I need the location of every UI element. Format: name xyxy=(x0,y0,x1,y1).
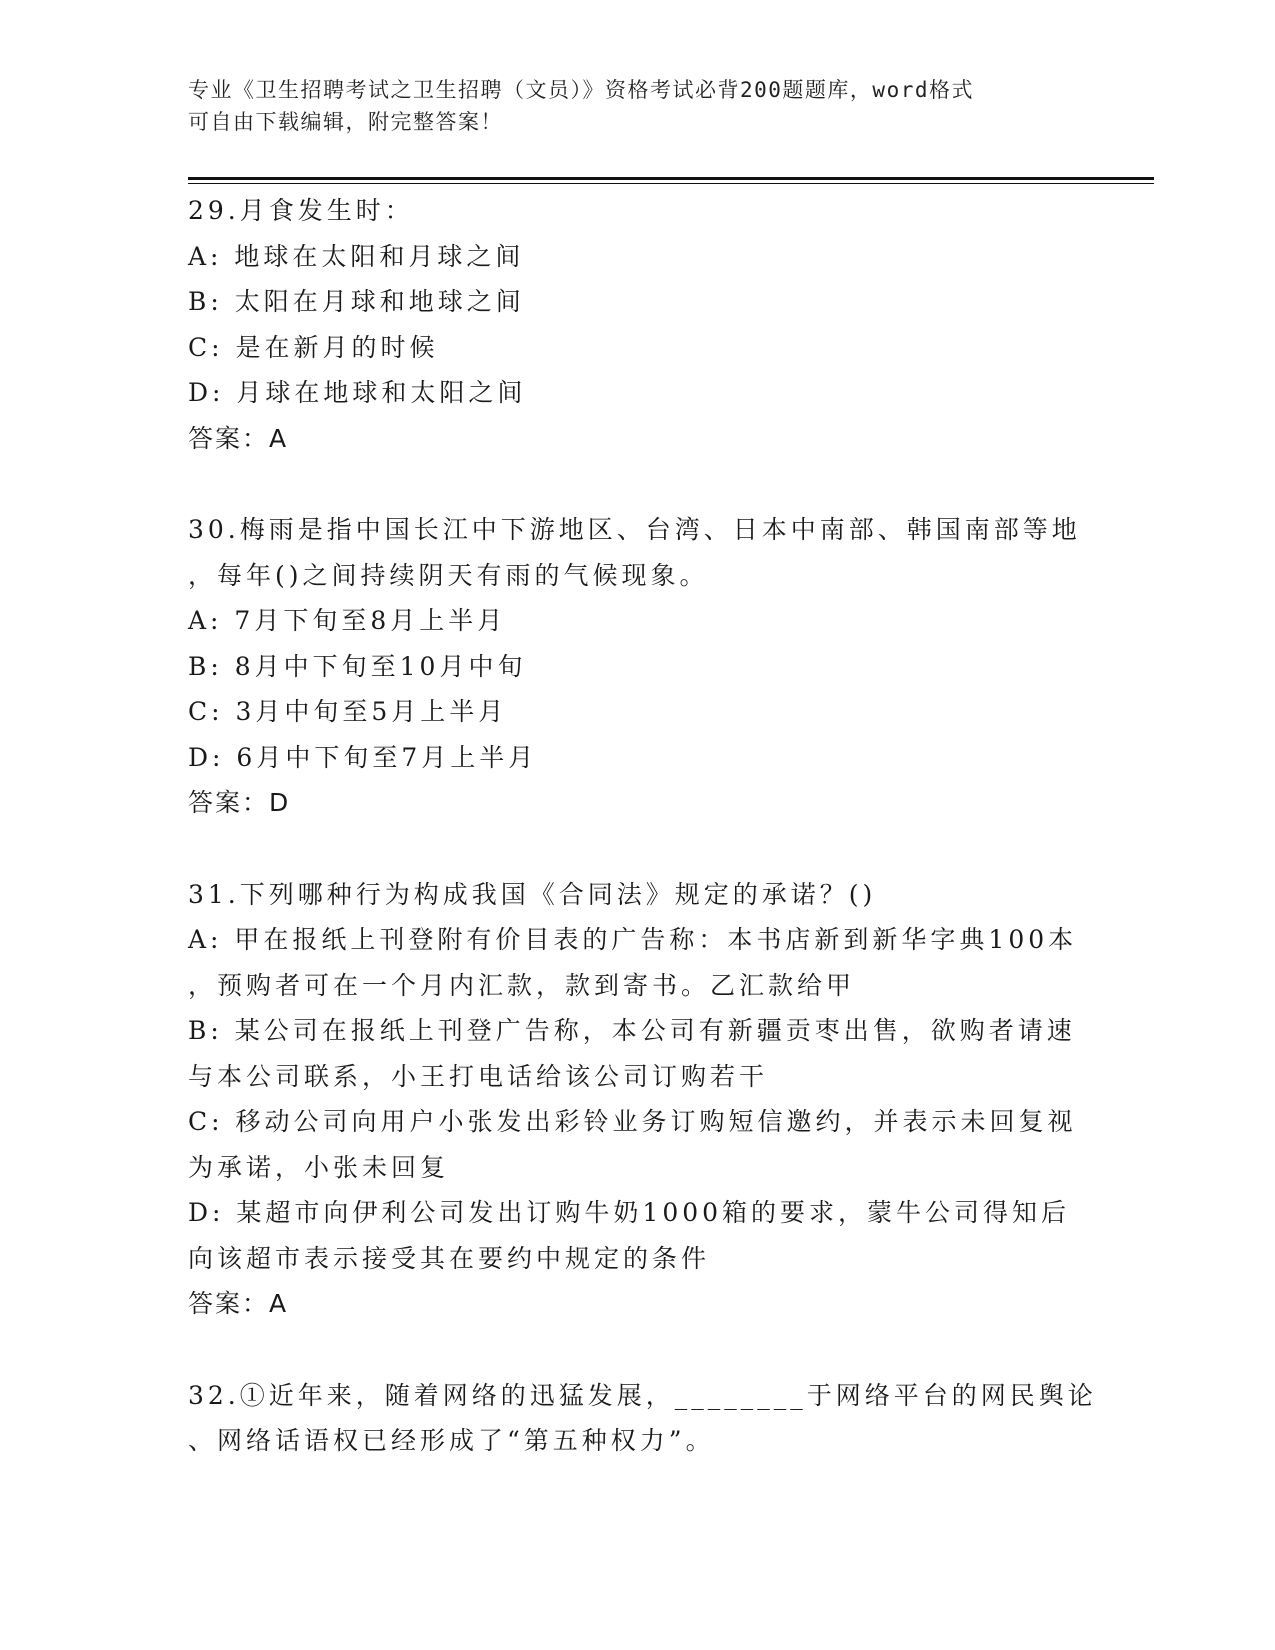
document-header xyxy=(188,74,1068,138)
question-stem-continued: ，每年()之间持续阴天有雨的气候现象。 xyxy=(188,560,709,590)
option-b: B: 某公司在报纸上刊登广告称，本公司有新疆贡枣出售，欲购者请速 xyxy=(188,1016,1076,1045)
option-a: A: 地球在太阳和月球之间 xyxy=(188,241,525,271)
question-32 xyxy=(188,1373,1097,1464)
header-rule-thick xyxy=(188,177,1154,180)
question-stem: 29.月食发生时： xyxy=(188,196,414,225)
option-a-continued: ，预购者可在一个月内汇款，款到寄书。乙汇款给甲 xyxy=(188,970,856,1000)
question-spacer xyxy=(188,461,1068,507)
answer-line: 答案：A xyxy=(188,423,289,453)
answer-line: 答案：A xyxy=(188,1289,289,1318)
question-list xyxy=(188,188,1097,1464)
question-spacer xyxy=(188,826,1068,872)
option-c: C: 3月中旬至5月上半月 xyxy=(188,697,508,726)
option-b-continued: 与本公司联系，小王打电话给该公司订购若干 xyxy=(188,1061,769,1091)
question-stem: 31.下列哪种行为构成我国《合同法》规定的承诺？() xyxy=(188,879,877,909)
option-d: D: 6月中下旬至7月上半月 xyxy=(188,742,538,772)
option-a: A: 甲在报纸上刊登附有价目表的广告称：本书店新到新华字典100本 xyxy=(188,925,1078,954)
option-d: D: 某超市向伊利公司发出订购牛奶1000箱的要求，蒙牛公司得知后 xyxy=(188,1198,1071,1227)
question-30 xyxy=(188,507,1081,826)
question-29 xyxy=(188,188,1068,461)
question-stem: 32.①近年来，随着网络的迅猛发展，________于网络平台的网民舆论 xyxy=(188,1380,1097,1410)
question-31 xyxy=(188,872,1078,1327)
option-b: B: 8月中下旬至10月中旬 xyxy=(188,651,527,681)
option-a: A: 7月下旬至8月上半月 xyxy=(188,606,507,635)
question-stem-continued: 、网络话语权已经形成了“第五种权力”。 xyxy=(188,1426,715,1455)
question-stem: 30.梅雨是指中国长江中下游地区、台湾、日本中南部、韩国南部等地 xyxy=(188,515,1081,544)
header-line-2: 可自由下载编辑，附完整答案！ xyxy=(188,110,503,134)
option-c-continued: 为承诺，小张未回复 xyxy=(188,1152,450,1182)
option-d: D: 月球在地球和太阳之间 xyxy=(188,378,527,407)
option-b: B: 太阳在月球和地球之间 xyxy=(188,287,525,316)
option-c: C: 移动公司向用户小张发出彩铃业务订购短信邀约，并表示未回复视 xyxy=(188,1107,1077,1136)
option-c: C: 是在新月的时候 xyxy=(188,332,439,362)
option-d-continued: 向该超市表示接受其在要约中规定的条件 xyxy=(188,1243,711,1273)
question-spacer xyxy=(188,1327,1068,1373)
header-line-1: 专业《卫生招聘考试之卫生招聘（文员）》资格考试必背200题题库，word格式 xyxy=(188,78,974,102)
header-rule-thin xyxy=(188,183,1154,184)
answer-line: 答案：D xyxy=(188,788,291,817)
